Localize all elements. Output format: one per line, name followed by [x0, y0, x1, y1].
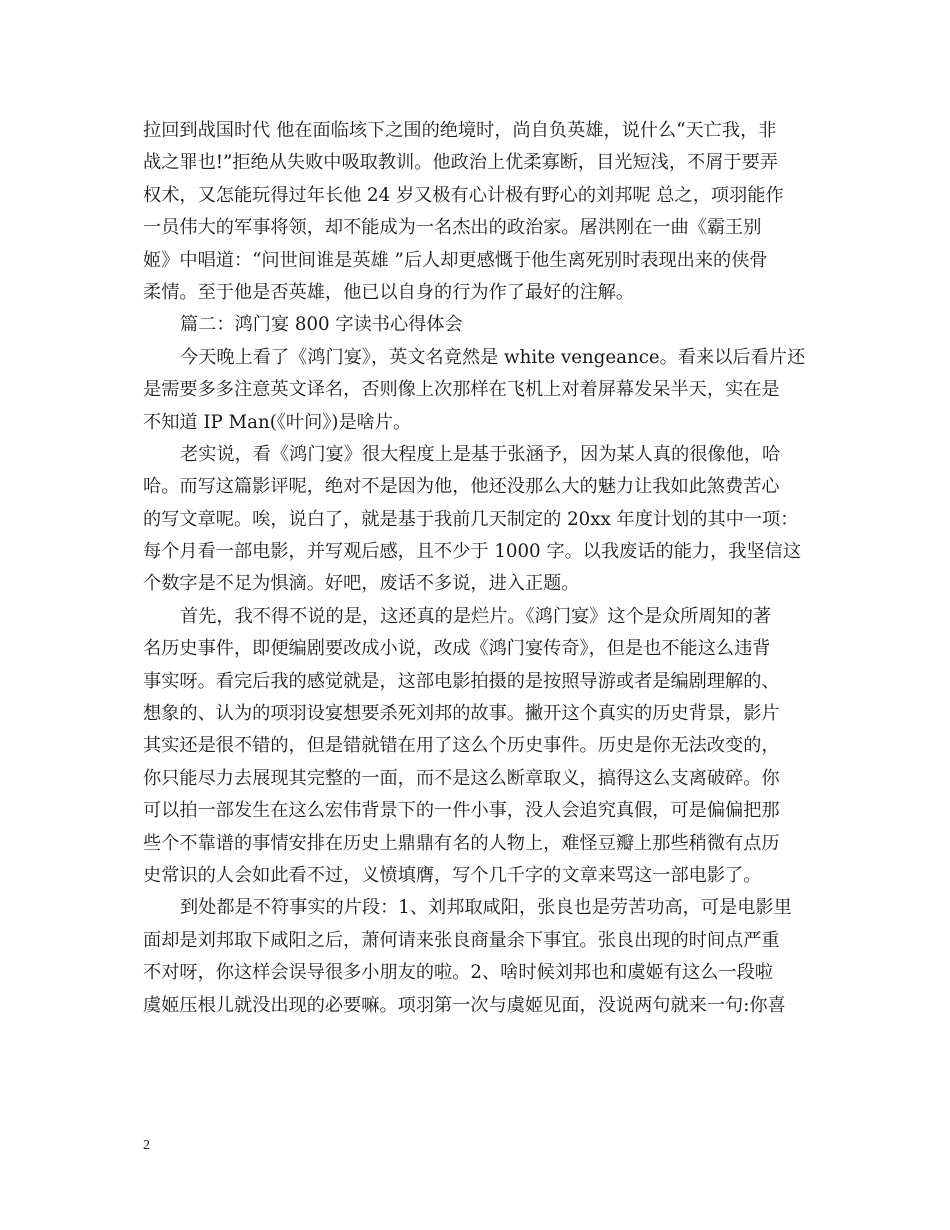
- text-line: 权术，又怎能玩得过年长他 24 岁又极有心计极有野心的刘邦呢 总之，项羽能作: [143, 184, 784, 206]
- text-line: 拉回到战国时代 他在面临垓下之围的绝境时，尚自负英雄，说什么“天亡我，非: [143, 120, 777, 141]
- text-line: 到处都是不符事实的片段：1、刘邦取咸阳，张良也是劳苦功高，可是电影里: [180, 897, 792, 919]
- text-line: 面却是刘邦取下咸阳之后，萧何请来张良商量余下事宜。张良出现的时间点严重: [143, 929, 780, 951]
- text-line: 每个月看一部电影，并写观后感，且不少于 1000 字。以我废话的能力，我坚信这: [143, 541, 802, 563]
- text-line: 今天晚上看了《鸿门宴》，英文名竟然是 white vengeance。看来以后看片还: [180, 346, 806, 368]
- text-line: 史常识的人会如此看不过，义愤填膺，写个几千字的文章来骂这一部电影了。: [143, 864, 762, 886]
- text-line: 其实还是很不错的，但是错就错在用了这么个历史事件。历史是你无法改变的，: [143, 735, 780, 757]
- text-line: 些个不靠谱的事情安排在历史上鼎鼎有名的人物上，难怪豆瓣上那些稍微有点历: [143, 832, 780, 854]
- text-line: 个数字是不足为惧滴。好吧，废话不多说，进入正题。: [143, 573, 580, 595]
- text-line: 的写文章呢。唉，说白了，就是基于我前几天制定的 20xx 年度计划的其中一项：: [143, 508, 799, 530]
- text-line: 一员伟大的军事将领，却不能成为一名杰出的政治家。屠洪刚在一曲《霸王别: [143, 217, 762, 239]
- text-line: 想象的、认为的项羽设宴想要杀死刘邦的故事。撇开这个真实的历史背景，影片: [143, 703, 780, 725]
- text-line: 老实说，看《鸿门宴》很大程度上是基于张涵予，因为某人真的很像他，哈: [180, 443, 781, 465]
- page-number: 2: [143, 1138, 150, 1153]
- text-line: 你只能尽力去展现其完整的一面，而不是这么断章取义，搞得这么支离破碎。你: [143, 767, 780, 789]
- text-line: 虞姬压根儿就没出现的必要嘛。项羽第一次与虞姬见面，没说两句就来一句:你喜: [143, 994, 786, 1016]
- text-line: 哈。而写这篇影评呢，绝对不是因为他，他还没那么大的魅力让我如此煞费苦心: [143, 476, 780, 498]
- body-text: [143, 115, 813, 1022]
- text-line: 战之罪也!”拒绝从失败中吸取教训。他政治上优柔寡断，目光短浅，不屑于要弄: [143, 152, 778, 174]
- text-line: 首先，我不得不说的是，这还真的是烂片。《鸿门宴》这个是众所周知的著: [180, 605, 772, 627]
- text-line: 可以拍一部发生在这么宏伟背景下的一件小事，没人会追究真假，可是偏偏把那: [143, 800, 780, 822]
- text-line: 不知道 IP Man(《叶问》)是啥片。: [143, 411, 412, 433]
- text-line: 事实呀。看完后我的感觉就是，这部电影拍摄的是按照导游或者是编剧理解的、: [143, 670, 780, 692]
- text-line: 名历史事件，即便编剧要改成小说，改成《鸿门宴传奇》，但是也不能这么违背: [143, 638, 771, 660]
- text-line: 是需要多多注意英文译名，否则像上次那样在飞机上对着屏幕发呆半天，实在是: [143, 379, 780, 401]
- text-line: 不对呀，你这样会误导很多小朋友的啦。2、啥时候刘邦也和虞姬有这么一段啦: [143, 962, 773, 984]
- text-line: 姬》中唱道：“问世间谁是英雄 ”后人却更感慨于他生离死别时表现出来的侠骨: [143, 249, 768, 271]
- text-line: 柔情。至于他是否英雄，他已以自身的行为作了最好的注解。: [143, 281, 635, 303]
- text-line: 篇二：鸿门宴 800 字读书心得体会: [180, 314, 463, 336]
